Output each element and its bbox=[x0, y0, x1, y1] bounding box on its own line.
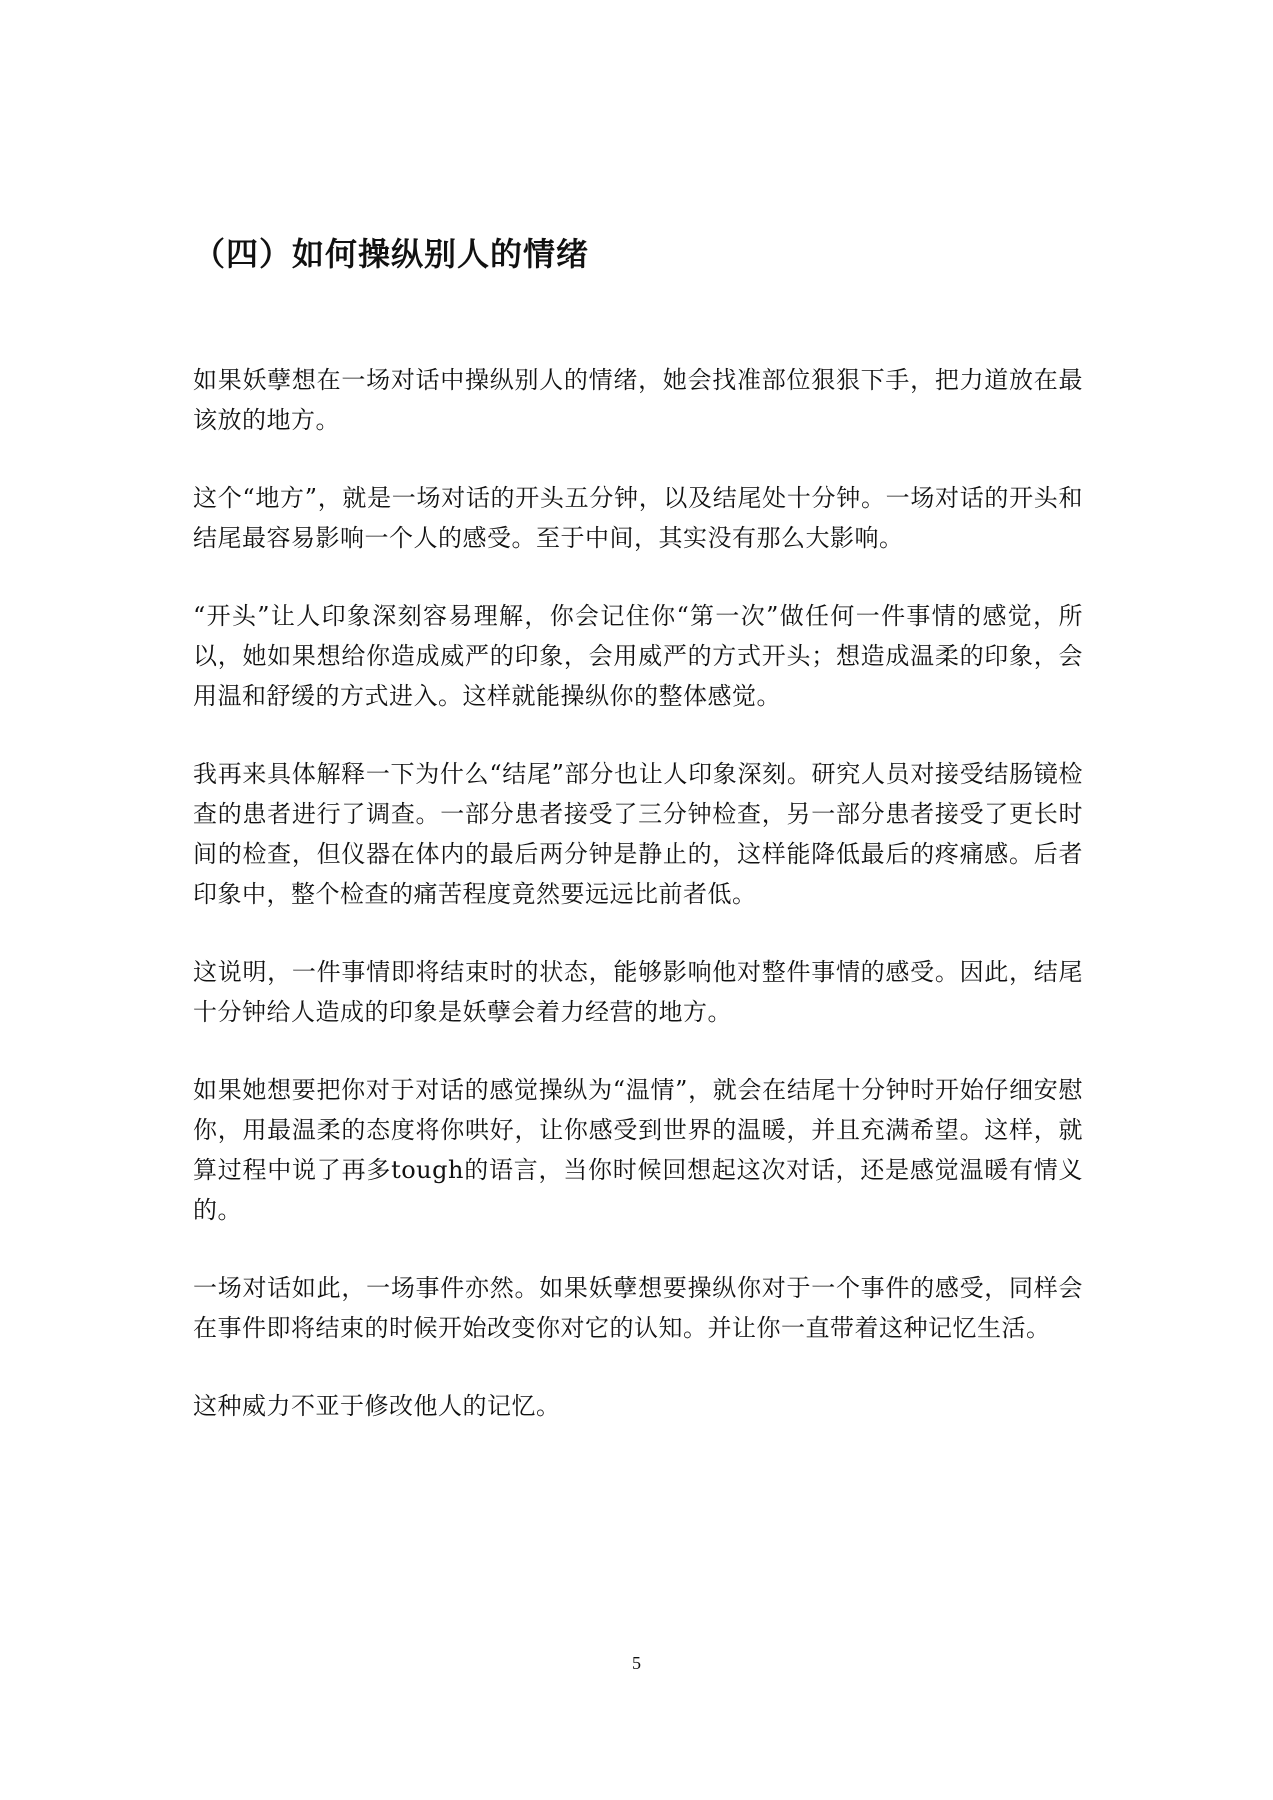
paragraph: 这种威力不亚于修改他人的记忆。 bbox=[193, 1392, 561, 1420]
paragraph: 我再来具体解释一下为什么“结尾”部分也让人印象深刻。研究人员对接受结肠镜检查的患者进行了调查。一部分患者接受了三分钟检查，另一部分患者接受了更长时间的检查，但仪器在体内的最后两分钟是静止的，这样能降低最后的疼痛感。后者印象中，整个检查的痛苦程度竟然要远远比前者低。 bbox=[193, 760, 1083, 908]
paragraph: 一场对话如此，一场事件亦然。如果妖孽想要操纵你对于一个事件的感受，同样会在事件即将结束的时候开始改变你对它的认知。并让你一直带着这种记忆生活。 bbox=[193, 1274, 1083, 1342]
body-text bbox=[193, 360, 1083, 1464]
paragraph: 这个“地方”，就是一场对话的开头五分钟，以及结尾处十分钟。一场对话的开头和结尾最容易影响一个人的感受。至于中间，其实没有那么大影响。 bbox=[193, 484, 1083, 552]
section-title: （四）如何操纵别人的情绪 bbox=[193, 235, 590, 273]
paragraph: 如果妖孽想在一场对话中操纵别人的情绪，她会找准部位狠狠下手，把力道放在最该放的地方。 bbox=[193, 366, 1083, 434]
paragraph: 如果她想要把你对于对话的感觉操纵为“温情”，就会在结尾十分钟时开始仔细安慰你，用最温柔的态度将你哄好，让你感受到世界的温暖，并且充满希望。这样，就算过程中说了再多tough的语言，当你时候回想起这次对话，还是感觉温暖有情义的。 bbox=[193, 1076, 1083, 1224]
paragraph: “开头”让人印象深刻容易理解，你会记住你“第一次”做任何一件事情的感觉，所以，她如果想给你造成威严的印象，会用威严的方式开头；想造成温柔的印象，会用温和舒缓的方式进入。这样就能操纵你的整体感觉。 bbox=[193, 602, 1083, 710]
page-number: 5 bbox=[632, 1653, 641, 1673]
paragraph: 这说明，一件事情即将结束时的状态，能够影响他对整件事情的感受。因此，结尾十分钟给人造成的印象是妖孽会着力经营的地方。 bbox=[193, 958, 1083, 1026]
